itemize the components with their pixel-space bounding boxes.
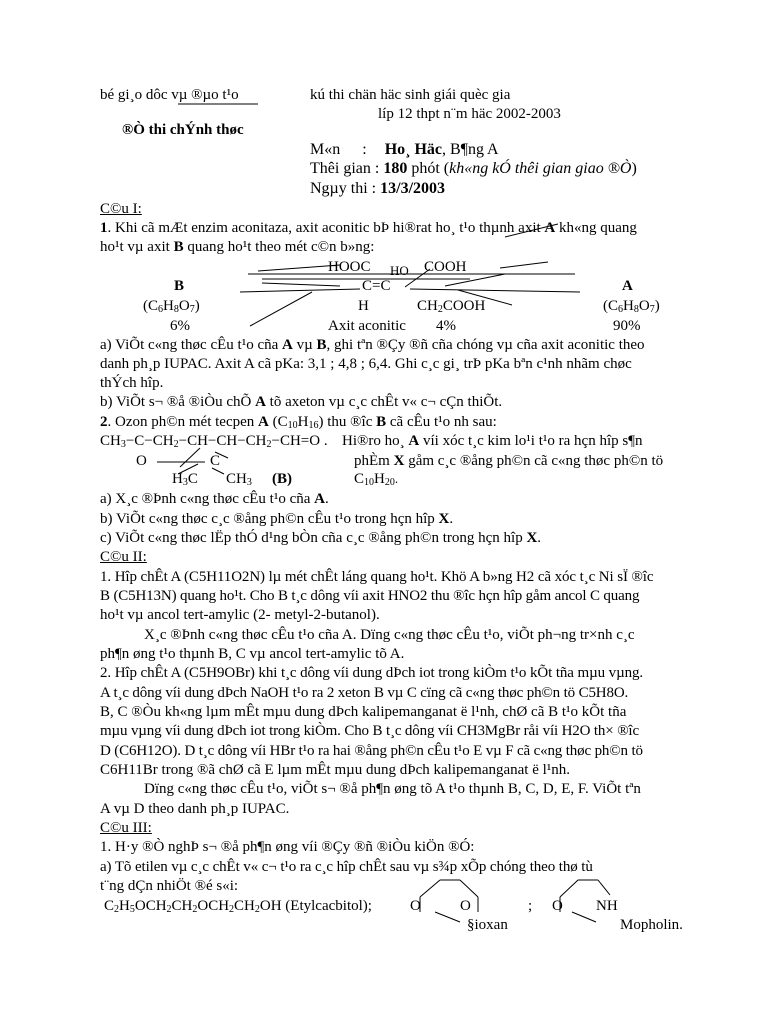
h3c-label: $H_3C$	[172, 471, 198, 488]
label-B: (B)	[272, 471, 292, 487]
q1-p2-text: . Ozon ph©n mét tecpen	[107, 414, 259, 430]
q2-line9: mµu vµng víi dung dÞch iot trong kiÒm. Cho B t¸c dông víi CH3MgBr råi víi H2O th× ®îc	[100, 723, 639, 739]
product-formula: $C_{10}H_{20}$.	[354, 471, 399, 488]
subject-label: M«n	[310, 141, 341, 158]
q2-line3: ho¹t vµ ancol tert-amylic (2- metyl-2-butanol).	[100, 607, 380, 623]
dioxan-ring	[435, 912, 460, 922]
q1a-line1	[100, 336, 645, 354]
subject-suffix: , B¶ng A	[442, 141, 499, 158]
q2-line7: A t¸c dông víi dung dÞch NaOH t¹o ra 2 xeton B vµ C cïng cã c«ng thøc ph©n tö C5H8O.	[100, 685, 629, 701]
scheme-hooc: HOOC	[328, 259, 371, 275]
aconitic-bond	[240, 289, 360, 292]
hydro-text2: víi xóc t¸c kim lo¹i t¹o ra hçn hîp s¶n	[419, 433, 643, 449]
time-unit: phót (	[411, 160, 450, 177]
q1-p1-line1	[100, 219, 637, 237]
q1-p1-text: . Khi cã mÆt enzim aconitaza, axit aconitic bÞ hi®rat ho¸ t¹o thµnh axit	[107, 220, 545, 236]
q1-p2-B: B	[376, 414, 387, 430]
q2-line12: Dïng c«ng thøc cÊu t¹o, viÕt s¬ ®å ph¶n øng tõ A t¹o thµnh B, C, D, E, F. ViÕt tªn	[144, 781, 641, 797]
q1-p2-A: A	[258, 414, 269, 430]
mopholin-ring	[560, 880, 578, 897]
hydro-text: Hi®ro ho¸	[342, 433, 409, 449]
q1-p1-line2	[100, 238, 374, 256]
scheme-ch2cooh: $CH_2COOH$	[417, 298, 486, 315]
q2-line11: C6H11Br trong ®ã chØ cã E lµm mÊt mµu dung dÞch kalipemanganat ë l¹nh.	[100, 762, 571, 778]
subject-value: Ho¸ Häc	[384, 141, 443, 158]
q1-p1-line2a: ho¹t vµ axit	[100, 239, 174, 255]
q3-heading: C©u III:	[100, 820, 152, 836]
aconitic-bond	[250, 292, 312, 326]
aconitic-label: Axit aconitic	[328, 318, 406, 334]
dioxan-label: §ioxan	[467, 917, 508, 933]
q1a-B: B	[316, 337, 327, 353]
mopholin-ring	[598, 880, 610, 895]
q1-p2-number: 2	[100, 414, 108, 430]
ch3-label: $CH_3$	[226, 471, 252, 488]
q1-p1-B: B	[173, 239, 184, 255]
grade-year: líp 12 thpt n¨m häc 2002-2003	[378, 106, 561, 122]
mopholin-label: Mopholin.	[620, 917, 683, 933]
scheme-B: B	[174, 278, 185, 294]
dioxan-o2: O	[460, 898, 471, 914]
exam-title: kú thi chän häc sinh giái quèc gia	[310, 87, 511, 103]
q1a-A: A	[282, 337, 293, 353]
formula-A: $(C_6H_8O_7)$	[603, 298, 660, 315]
time-value: 180	[383, 160, 408, 177]
q2-line8: B, C ®Òu kh«ng lµm mÊt mµu dung dÞch kalipemanganat ë l¹nh, chØ cã B t¹o kÕt tña	[100, 704, 627, 720]
time-note: kh«ng kÓ thêi gian giao ®Ò	[449, 160, 632, 177]
q2c-dot: .	[537, 530, 542, 546]
q2b-line	[100, 510, 453, 528]
q3-line3: t¨ng dÇn nhiÖt ®é s«i:	[100, 878, 239, 894]
dioxan-o1: O	[410, 898, 421, 914]
mopholin-nh: NH	[596, 898, 618, 914]
aconitic-bond	[410, 289, 580, 292]
q2-heading: C©u II:	[100, 549, 147, 565]
q1a-text: a) ViÕt c«ng thøc cÊu t¹o cña	[100, 337, 283, 353]
mopholin-ring	[572, 912, 596, 922]
scheme-ho: HO	[390, 263, 409, 278]
q2a-text: a) X¸c ®Þnh c«ng thøc cÊu t¹o cña	[100, 491, 315, 507]
time-line	[310, 160, 637, 178]
scheme-cc: C=C	[362, 278, 391, 294]
mopholin-o: O	[552, 898, 563, 914]
product-text: phÈm	[354, 453, 394, 469]
q2-line5: ph¶n øng t¹o thµnh B, C vµ ancol tert-amylic tõ A.	[100, 646, 405, 662]
semicolon: ;	[528, 898, 533, 914]
q1-p1-text2: kh«ng quang	[555, 220, 637, 236]
tecpen-chain: $CH_3-C-CH_2-CH-CH-CH_2-CH=O$ .	[100, 433, 328, 450]
dioxan-ring	[420, 880, 440, 897]
q2b-dot: .	[449, 511, 454, 527]
formula-B: $(C_6H_8O_7)$	[143, 298, 200, 315]
q1-p2-line	[100, 413, 497, 431]
time-close: )	[631, 160, 637, 177]
pct-aconitic: 4%	[436, 318, 456, 334]
q2-line4: X¸c ®Þnh c«ng thøc cÊu t¹o cña A. Dïng c«ng thøc cÊu t¹o, viÕt ph¬ng tr×nh c¸c	[144, 627, 635, 643]
scheme-cooh: COOH	[424, 259, 467, 275]
q2a-A: A	[314, 491, 326, 507]
q3-line2: a) Tõ etilen vµ c¸c chÊt v« c¬ t¹o ra c¸c hîp chÊt sau vµ s¾p xÕp chóng theo thø tù	[100, 859, 593, 875]
q2c-X: X	[526, 530, 538, 546]
dioxan-ring	[460, 880, 478, 897]
q2b-text: b) ViÕt c«ng thøc c¸c ®ång ph©n cÊu t¹o trong hçn hîp	[100, 511, 439, 527]
q1b-text: b) ViÕt s¬ ®å ®iÒu chÕ	[100, 394, 256, 410]
date-label: Ngµy thi	[310, 180, 368, 197]
date-value: 13/3/2003	[380, 180, 446, 197]
ministry-name: bé gi¸o dôc vµ ®µo t¹o	[100, 87, 239, 103]
product-line	[354, 452, 663, 470]
hydro-line	[342, 432, 643, 450]
q2a-dot: .	[325, 491, 329, 507]
aconitic-bond	[262, 283, 340, 286]
pct-B: 6%	[170, 318, 190, 334]
q2c-line	[100, 529, 541, 547]
chain-c: C	[210, 453, 221, 469]
product-text2: gåm c¸c ®ång ph©n cã c«ng thøc ph©n tö	[404, 453, 664, 469]
pct-A: 90%	[613, 318, 641, 334]
q1-p1-number: 1	[100, 220, 108, 236]
subject-colon: :	[362, 141, 367, 158]
date-line	[310, 180, 445, 198]
q2-line13: A vµ D theo danh ph¸p IUPAC.	[100, 801, 290, 817]
q2-line2: B (C5H13N) quang ho¹t. Cho B t¸c dông víi axit HNO2 thu ®îc hçn hîp gåm ancol C quang	[100, 588, 640, 604]
time-label: Thêi gian :	[310, 160, 380, 177]
etylcacbitol: $C_2H_5OCH_2CH_2OCH_2CH_2OH$ (Etylcacbitol);	[104, 898, 372, 915]
q2-line6: 2. Hîp chÊt A (C5H9OBr) khi t¸c dông víi dung dÞch iot trong kiÒm t¹o kÕt tña mµu vµng.	[100, 665, 644, 681]
official-label: ®Ò thi chÝnh thøc	[122, 122, 244, 138]
q1-heading: C©u I:	[100, 201, 142, 217]
scheme-A: A	[622, 278, 633, 294]
q2c-text: c) ViÕt c«ng thøc lËp thÓ d¹ng bÒn cña c¸c ®ång ph©n trong hçn hîp	[100, 530, 527, 546]
product-X: X	[393, 453, 405, 469]
q1b-text2: tõ axeton vµ c¸c chÊt v« c¬ cÇn thiÕt.	[265, 394, 503, 410]
scheme-h: H	[358, 298, 369, 314]
aconitic-bond	[500, 262, 548, 268]
q2a-line	[100, 490, 329, 508]
subject-line	[310, 141, 499, 159]
chain-o: O	[136, 453, 147, 469]
q1a-text2: , ghi tªn ®Çy ®ñ cña chóng vµ cña axit aconitic theo	[326, 337, 645, 353]
q2-line10: D (C6H12O). D t¸c dông víi HBr t¹o ra hai ®ång ph©n cÊu t¹o E vµ F cã c«ng thøc ph©n tö	[100, 743, 643, 759]
q1-p2-formula: $(C_{10}H_{16})$ thu ®îc	[268, 414, 377, 431]
q1b-line	[100, 393, 502, 411]
q2-line1: 1. Hîp chÊt A (C5H11O2N) lµ mét chÊt láng quang ho¹t. Khö A b»ng H2 cã xóc t¸c Ni sÏ ®îc	[100, 569, 654, 585]
q1-p2-text3: cã cÊu t¹o nh sau:	[386, 414, 497, 430]
q1a-line2: danh ph¸p IUPAC. Axit A cã pKa: 3,1 ; 4,8 ; 6,4. Ghi c¸c gi¸ trÞ pKa bªn c¹nh nhãm chøc	[100, 356, 632, 372]
q1-p1-A: A	[544, 220, 556, 236]
tecpen-bond	[180, 448, 200, 467]
hydro-A: A	[408, 433, 420, 449]
q2b-X: X	[438, 511, 450, 527]
q1-p1-line2b: quang ho¹t theo mét c©n b»ng:	[183, 239, 375, 255]
q1a-line3: thÝch hîp.	[100, 375, 164, 391]
q3-line1: 1. H·y ®Ò nghÞ s¬ ®å ph¶n øng víi ®Çy ®ñ ®iÒu kiÖn ®Ó:	[100, 839, 475, 855]
q1a-and: vµ	[292, 337, 317, 353]
q1b-A: A	[255, 394, 266, 410]
date-colon: :	[367, 180, 377, 197]
